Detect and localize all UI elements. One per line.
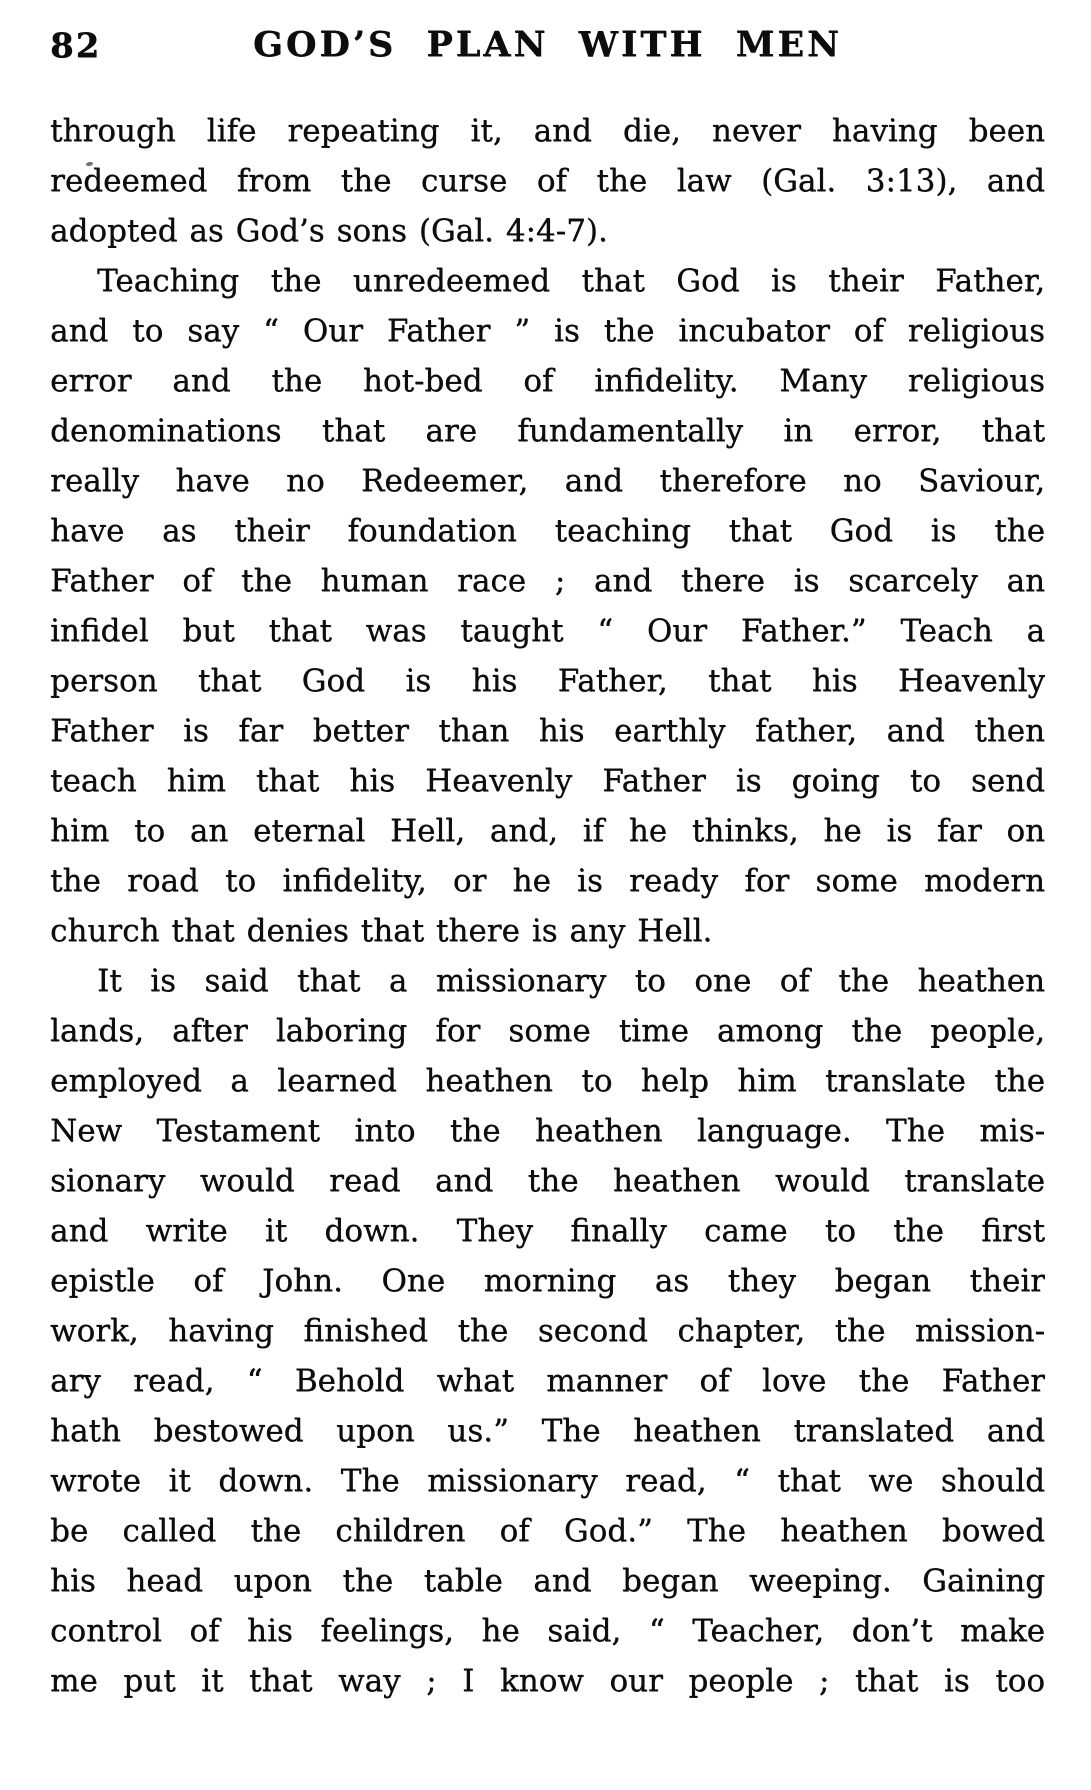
- body-line: error and the hot-bed of infidelity. Many religious: [50, 363, 1045, 399]
- paragraph: [50, 256, 1045, 956]
- body-line: teach him that his Heavenly Father is going to send: [50, 763, 1045, 799]
- body-line: wrote it down. The missionary read, “ that we should: [50, 1463, 1045, 1499]
- body-line: employed a learned heathen to help him translate the: [50, 1063, 1045, 1099]
- body-line: really have no Redeemer, and therefore no Saviour,: [50, 463, 1045, 499]
- body-line: hath bestowed upon us.” The heathen translated and: [50, 1413, 1045, 1449]
- paragraph: [50, 956, 1045, 1706]
- body-line: church that denies that there is any Hell.: [50, 913, 713, 949]
- body-line: and write it down. They finally came to the first: [50, 1213, 1045, 1249]
- body-line: work, having finished the second chapter, the mission-: [50, 1313, 1045, 1349]
- body-line: be called the children of God.” The heathen bowed: [50, 1513, 1045, 1549]
- body-line: infidel but that was taught “ Our Father.” Teach a: [50, 613, 1045, 649]
- body-line: control of his feelings, he said, “ Teacher, don’t make: [50, 1613, 1045, 1649]
- body-text: [50, 106, 1045, 1706]
- body-line: me put it that way ; I know our people ; that is too: [50, 1663, 1045, 1699]
- paragraph: [50, 106, 1045, 256]
- body-line: have as their foundation teaching that God is the: [50, 513, 1045, 549]
- body-line: It is said that a missionary to one of the heathen: [97, 963, 1045, 999]
- running-title: GOD’S PLAN WITH MEN: [252, 24, 843, 65]
- body-line: redeemed from the curse of the law (Gal. 3:13), and: [50, 163, 1045, 199]
- body-line: lands, after laboring for some time among the people,: [50, 1013, 1045, 1049]
- body-line: person that God is his Father, that his Heavenly: [50, 663, 1045, 699]
- body-line: sionary would read and the heathen would translate: [50, 1163, 1045, 1199]
- body-line: him to an eternal Hell, and, if he thinks, he is far on: [50, 813, 1045, 849]
- body-line: New Testament into the heathen language. The mis-: [50, 1113, 1045, 1149]
- body-line: denominations that are fundamentally in error, that: [50, 413, 1045, 449]
- body-line: through life repeating it, and die, never having been: [50, 113, 1045, 149]
- body-line: Father of the human race ; and there is scarcely an: [50, 563, 1045, 599]
- body-line: adopted as God’s sons (Gal. 4:4-7).: [50, 213, 608, 249]
- body-line: Teaching the unredeemed that God is their Father,: [97, 263, 1045, 299]
- body-line: and to say “ Our Father ” is the incubator of religious: [50, 313, 1045, 349]
- body-line: the road to infidelity, or he is ready for some modern: [50, 863, 1045, 899]
- body-line: ary read, “ Behold what manner of love the Father: [50, 1363, 1045, 1399]
- page-number: 82: [50, 26, 102, 66]
- running-header: [50, 24, 1045, 78]
- body-line: his head upon the table and began weeping. Gaining: [50, 1563, 1045, 1599]
- body-line: Father is far better than his earthly father, and then: [50, 713, 1045, 749]
- body-line: epistle of John. One morning as they began their: [50, 1263, 1045, 1299]
